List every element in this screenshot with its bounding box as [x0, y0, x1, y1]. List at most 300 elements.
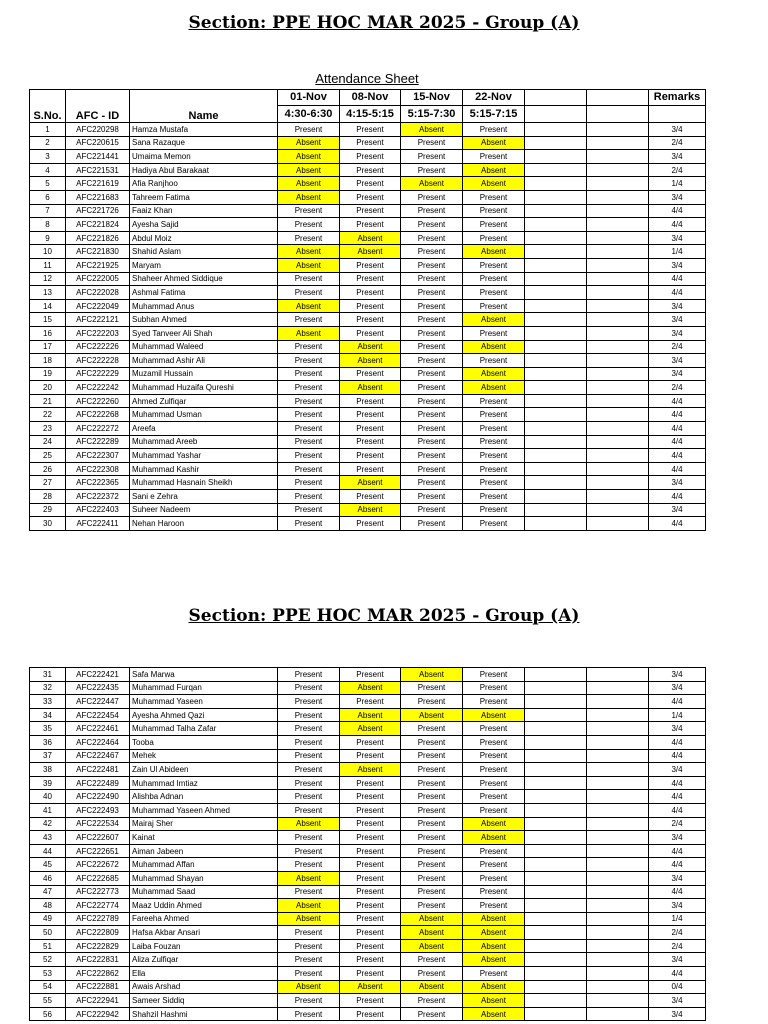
remarks-cell: 3/4	[649, 150, 706, 164]
attendance-cell: Present	[278, 422, 340, 436]
table-row	[30, 844, 706, 858]
empty-cell	[587, 286, 649, 300]
attendance-cell: Present	[340, 899, 401, 913]
sno-cell: 13	[30, 286, 66, 300]
afc-id-cell: AFC220615	[66, 136, 130, 150]
sno-cell: 8	[30, 218, 66, 232]
attendance-cell: Present	[278, 681, 340, 695]
empty-header	[587, 90, 649, 106]
attendance-cell: Present	[278, 695, 340, 709]
attendance-cell: Present	[463, 449, 525, 463]
remarks-cell: 3/4	[649, 503, 706, 517]
sno-cell: 35	[30, 722, 66, 736]
empty-cell	[587, 681, 649, 695]
name-cell: Zain Ul Abideen	[130, 763, 278, 777]
attendance-cell: Present	[278, 272, 340, 286]
empty-cell	[525, 885, 587, 899]
table-row	[30, 681, 706, 695]
remarks-cell: 4/4	[649, 449, 706, 463]
table-row	[30, 462, 706, 476]
name-cell: Muhammad Shayan	[130, 871, 278, 885]
empty-cell	[525, 150, 587, 164]
empty-cell	[525, 503, 587, 517]
sno-cell: 6	[30, 190, 66, 204]
afc-id-cell: AFC221441	[66, 150, 130, 164]
name-cell: Muhammad Usman	[130, 408, 278, 422]
remarks-cell: 3/4	[649, 258, 706, 272]
empty-cell	[525, 994, 587, 1008]
attendance-cell: Present	[278, 844, 340, 858]
attendance-cell: Absent	[463, 177, 525, 191]
remarks-cell: 2/4	[649, 381, 706, 395]
table-row	[30, 735, 706, 749]
attendance-cell: Present	[278, 435, 340, 449]
empty-cell	[587, 871, 649, 885]
remarks-cell: 2/4	[649, 136, 706, 150]
empty-cell	[525, 980, 587, 994]
attendance-cell: Present	[463, 286, 525, 300]
attendance-cell: Absent	[463, 1007, 525, 1021]
sno-cell: 3	[30, 150, 66, 164]
attendance-cell: Present	[463, 858, 525, 872]
empty-cell	[525, 926, 587, 940]
name-cell: Shaheer Ahmed Siddique	[130, 272, 278, 286]
empty-cell	[525, 326, 587, 340]
attendance-cell: Present	[401, 885, 463, 899]
time-header: 5:15-7:30	[401, 106, 463, 123]
table-row	[30, 449, 706, 463]
attendance-cell: Absent	[463, 953, 525, 967]
attendance-cell: Present	[340, 817, 401, 831]
name-cell: Mairaj Sher	[130, 817, 278, 831]
empty-cell	[587, 1007, 649, 1021]
attendance-cell: Present	[463, 422, 525, 436]
attendance-cell: Present	[340, 517, 401, 531]
empty-cell	[525, 340, 587, 354]
afc-id-cell: AFC221925	[66, 258, 130, 272]
empty-cell	[587, 803, 649, 817]
attendance-cell: Present	[340, 313, 401, 327]
remarks-cell: 3/4	[649, 299, 706, 313]
table-row	[30, 776, 706, 790]
attendance-cell: Present	[340, 435, 401, 449]
remarks-cell: 3/4	[649, 354, 706, 368]
empty-cell	[587, 258, 649, 272]
table-row	[30, 790, 706, 804]
afc-id-cell: AFC222773	[66, 885, 130, 899]
empty-cell	[587, 708, 649, 722]
table-row	[30, 817, 706, 831]
attendance-cell: Absent	[463, 708, 525, 722]
empty-cell	[587, 394, 649, 408]
afc-id-cell: AFC222481	[66, 763, 130, 777]
name-cell: Sameer Siddiq	[130, 994, 278, 1008]
attendance-cell: Present	[278, 722, 340, 736]
attendance-cell: Present	[401, 735, 463, 749]
sno-cell: 14	[30, 299, 66, 313]
sno-cell: 47	[30, 885, 66, 899]
empty-cell	[525, 354, 587, 368]
remarks-cell: 3/4	[649, 763, 706, 777]
name-cell: Ahmed Zulfiqar	[130, 394, 278, 408]
table-row	[30, 381, 706, 395]
name-cell: Laiba Fouzan	[130, 939, 278, 953]
empty-cell	[525, 790, 587, 804]
empty-cell	[587, 354, 649, 368]
attendance-cell: Present	[340, 831, 401, 845]
attendance-cell: Absent	[340, 245, 401, 259]
sno-cell: 34	[30, 708, 66, 722]
table-row	[30, 286, 706, 300]
attendance-cell: Present	[401, 299, 463, 313]
table-row	[30, 422, 706, 436]
remarks-cell: 4/4	[649, 272, 706, 286]
attendance-cell: Absent	[401, 912, 463, 926]
attendance-cell: Present	[278, 967, 340, 981]
attendance-cell: Present	[340, 749, 401, 763]
attendance-cell: Absent	[401, 708, 463, 722]
empty-cell	[587, 844, 649, 858]
attendance-cell: Absent	[463, 245, 525, 259]
attendance-cell: Present	[401, 844, 463, 858]
name-cell: Muhammad Ashir Ali	[130, 354, 278, 368]
remarks-cell: 4/4	[649, 204, 706, 218]
attendance-cell: Present	[401, 953, 463, 967]
sno-cell: 18	[30, 354, 66, 368]
attendance-cell: Present	[463, 299, 525, 313]
sno-cell: 21	[30, 394, 66, 408]
empty-cell	[587, 517, 649, 531]
remarks-cell: 3/4	[649, 313, 706, 327]
empty-cell	[587, 435, 649, 449]
attendance-cell: Present	[278, 953, 340, 967]
table-row	[30, 695, 706, 709]
remarks-cell: 1/4	[649, 912, 706, 926]
afc-id-cell: AFC222774	[66, 899, 130, 913]
attendance-cell: Present	[401, 150, 463, 164]
attendance-cell: Absent	[340, 231, 401, 245]
attendance-cell: Absent	[401, 939, 463, 953]
attendance-cell: Present	[463, 490, 525, 504]
remarks-cell: 4/4	[649, 490, 706, 504]
empty-cell	[525, 776, 587, 790]
attendance-cell: Present	[463, 150, 525, 164]
table-row	[30, 953, 706, 967]
attendance-cell: Present	[463, 476, 525, 490]
attendance-cell: Present	[278, 503, 340, 517]
sno-cell: 22	[30, 408, 66, 422]
attendance-cell: Absent	[401, 980, 463, 994]
remarks-cell: 4/4	[649, 735, 706, 749]
afc-id-cell: AFC222461	[66, 722, 130, 736]
table-row	[30, 204, 706, 218]
attendance-cell: Present	[340, 1007, 401, 1021]
afc-id-cell: AFC221683	[66, 190, 130, 204]
table-row	[30, 476, 706, 490]
date-header: 01-Nov	[278, 90, 340, 106]
attendance-cell: Present	[278, 476, 340, 490]
empty-cell	[587, 272, 649, 286]
name-cell: Sani e Zehra	[130, 490, 278, 504]
attendance-cell: Present	[463, 190, 525, 204]
empty-cell	[525, 422, 587, 436]
table-row	[30, 490, 706, 504]
attendance-cell: Present	[401, 517, 463, 531]
empty-cell	[525, 912, 587, 926]
empty-cell	[587, 326, 649, 340]
afc-id-cell: AFC222809	[66, 926, 130, 940]
attendance-cell: Present	[401, 313, 463, 327]
table-row	[30, 899, 706, 913]
empty-cell	[587, 668, 649, 682]
sno-cell: 50	[30, 926, 66, 940]
attendance-cell: Absent	[278, 871, 340, 885]
remarks-cell: 3/4	[649, 231, 706, 245]
afc-id-cell: AFC222203	[66, 326, 130, 340]
empty-cell	[525, 408, 587, 422]
attendance-cell: Absent	[463, 136, 525, 150]
attendance-cell: Present	[340, 735, 401, 749]
attendance-cell: Present	[340, 408, 401, 422]
afc-id-cell: AFC221826	[66, 231, 130, 245]
empty-cell	[525, 803, 587, 817]
name-cell: Muhammad Anus	[130, 299, 278, 313]
remarks-cell: 4/4	[649, 462, 706, 476]
attendance-cell: Present	[401, 258, 463, 272]
name-cell: Muhammad Areeb	[130, 435, 278, 449]
name-cell: Nehan Haroon	[130, 517, 278, 531]
empty-cell	[525, 136, 587, 150]
attendance-cell: Present	[401, 994, 463, 1008]
attendance-cell: Present	[278, 668, 340, 682]
afc-id-cell: AFC222493	[66, 803, 130, 817]
empty-cell	[525, 1007, 587, 1021]
attendance-cell: Present	[278, 381, 340, 395]
remarks-cell: 1/4	[649, 177, 706, 191]
attendance-cell: Present	[401, 803, 463, 817]
afc-id-cell: AFC221531	[66, 163, 130, 177]
table-row	[30, 435, 706, 449]
attendance-rows-2	[30, 668, 706, 1021]
attendance-cell: Absent	[463, 939, 525, 953]
attendance-cell: Present	[340, 299, 401, 313]
name-cell: Maaz Uddin Ahmed	[130, 899, 278, 913]
remarks-cell: 4/4	[649, 435, 706, 449]
name-cell: Ayesha Sajid	[130, 218, 278, 232]
attendance-cell: Present	[463, 763, 525, 777]
empty-cell	[587, 163, 649, 177]
afc-id-cell: AFC221830	[66, 245, 130, 259]
empty-cell	[587, 735, 649, 749]
name-cell: Tooba	[130, 735, 278, 749]
attendance-cell: Present	[401, 449, 463, 463]
afc-id-cell: AFC222308	[66, 462, 130, 476]
attendance-cell: Present	[401, 286, 463, 300]
attendance-cell: Present	[463, 722, 525, 736]
remarks-cell: 1/4	[649, 708, 706, 722]
remarks-cell: 4/4	[649, 776, 706, 790]
attendance-cell: Absent	[278, 177, 340, 191]
attendance-cell: Absent	[463, 163, 525, 177]
section-title-2: Section: PPE HOC MAR 2025 - Group (A)	[188, 606, 580, 626]
name-cell: Ayesha Ahmed Qazi	[130, 708, 278, 722]
table-row	[30, 136, 706, 150]
empty-header	[587, 106, 649, 123]
attendance-cell: Present	[401, 381, 463, 395]
empty-cell	[587, 926, 649, 940]
afc-id-cell: AFC222881	[66, 980, 130, 994]
attendance-rows	[30, 123, 706, 531]
sno-cell: 45	[30, 858, 66, 872]
attendance-cell: Present	[401, 408, 463, 422]
attendance-cell: Present	[463, 435, 525, 449]
attendance-cell: Present	[278, 123, 340, 137]
afc-id-cell: AFC221824	[66, 218, 130, 232]
remarks-cell: 4/4	[649, 967, 706, 981]
remarks-cell: 2/4	[649, 926, 706, 940]
attendance-cell: Present	[340, 912, 401, 926]
attendance-cell: Absent	[340, 381, 401, 395]
attendance-cell: Present	[463, 218, 525, 232]
name-cell: Muhammad Yaseen Ahmed	[130, 803, 278, 817]
date-header: 08-Nov	[340, 90, 401, 106]
sno-cell: 41	[30, 803, 66, 817]
attendance-cell: Absent	[278, 150, 340, 164]
attendance-cell: Present	[278, 408, 340, 422]
attendance-cell: Present	[401, 218, 463, 232]
sno-cell: 2	[30, 136, 66, 150]
afc-id-cell: AFC222435	[66, 681, 130, 695]
remarks-cell: 3/4	[649, 1007, 706, 1021]
empty-cell	[525, 490, 587, 504]
sno-cell: 15	[30, 313, 66, 327]
afc-id-cell: AFC222421	[66, 668, 130, 682]
date-header: 22-Nov	[463, 90, 525, 106]
afc-id-cell: AFC222272	[66, 422, 130, 436]
attendance-cell: Present	[278, 449, 340, 463]
empty-cell	[525, 177, 587, 191]
attendance-cell: Present	[401, 1007, 463, 1021]
attendance-cell: Present	[278, 394, 340, 408]
name-cell: Mehek	[130, 749, 278, 763]
table-row	[30, 994, 706, 1008]
attendance-table-2	[29, 667, 706, 1021]
empty-cell	[587, 490, 649, 504]
attendance-cell: Present	[278, 354, 340, 368]
attendance-cell: Present	[463, 871, 525, 885]
name-cell: Subhan Ahmed	[130, 313, 278, 327]
attendance-cell: Absent	[278, 163, 340, 177]
attendance-cell: Present	[463, 272, 525, 286]
empty-cell	[587, 980, 649, 994]
sno-cell: 23	[30, 422, 66, 436]
afc-id-cell: AFC221619	[66, 177, 130, 191]
attendance-cell: Present	[340, 967, 401, 981]
sno-cell: 42	[30, 817, 66, 831]
remarks-cell: 4/4	[649, 803, 706, 817]
name-cell: Muzamil Hussain	[130, 367, 278, 381]
attendance-cell: Absent	[401, 177, 463, 191]
attendance-cell: Present	[340, 490, 401, 504]
attendance-cell: Present	[401, 354, 463, 368]
attendance-cell: Present	[278, 831, 340, 845]
empty-cell	[525, 381, 587, 395]
attendance-table	[29, 89, 706, 531]
remarks-cell: 2/4	[649, 340, 706, 354]
sno-cell: 9	[30, 231, 66, 245]
table-row	[30, 326, 706, 340]
name-cell: Tahreem Fatima	[130, 190, 278, 204]
empty-cell	[525, 844, 587, 858]
sno-cell: 36	[30, 735, 66, 749]
empty-cell	[587, 817, 649, 831]
attendance-cell: Absent	[278, 258, 340, 272]
attendance-cell: Present	[401, 462, 463, 476]
afc-id-cell: AFC222049	[66, 299, 130, 313]
remarks-cell: 3/4	[649, 831, 706, 845]
remarks-cell: 3/4	[649, 899, 706, 913]
table-row	[30, 503, 706, 517]
empty-cell	[587, 858, 649, 872]
empty-cell	[525, 668, 587, 682]
attendance-cell: Absent	[278, 912, 340, 926]
empty-cell	[525, 258, 587, 272]
attendance-cell: Present	[340, 422, 401, 436]
afc-id-cell: AFC222365	[66, 476, 130, 490]
afc-id-cell: AFC222941	[66, 994, 130, 1008]
attendance-cell: Present	[401, 136, 463, 150]
sno-cell: 44	[30, 844, 66, 858]
attendance-cell: Present	[401, 817, 463, 831]
empty-cell	[587, 340, 649, 354]
table-row	[30, 763, 706, 777]
table-row	[30, 967, 706, 981]
remarks-cell: 4/4	[649, 844, 706, 858]
empty-cell	[525, 299, 587, 313]
empty-cell	[587, 177, 649, 191]
name-cell: Abdul Moiz	[130, 231, 278, 245]
name-cell: Muhammad Furqan	[130, 681, 278, 695]
attendance-cell: Present	[463, 790, 525, 804]
remarks-cell: 2/4	[649, 939, 706, 953]
table-row	[30, 163, 706, 177]
table-row	[30, 177, 706, 191]
empty-cell	[525, 462, 587, 476]
attendance-cell: Present	[340, 218, 401, 232]
attendance-cell: Present	[463, 885, 525, 899]
remarks-cell: 3/4	[649, 994, 706, 1008]
sno-cell: 53	[30, 967, 66, 981]
afc-id-cell: AFC222454	[66, 708, 130, 722]
attendance-cell: Present	[340, 790, 401, 804]
sno-cell: 24	[30, 435, 66, 449]
sno-cell: 1	[30, 123, 66, 137]
sno-cell: 38	[30, 763, 66, 777]
attendance-cell: Present	[401, 858, 463, 872]
name-cell: Maryam	[130, 258, 278, 272]
sno-cell: 25	[30, 449, 66, 463]
empty-cell	[587, 503, 649, 517]
empty-cell	[525, 190, 587, 204]
attendance-cell: Absent	[278, 136, 340, 150]
attendance-cell: Present	[340, 803, 401, 817]
remarks-cell: 4/4	[649, 517, 706, 531]
sno-cell: 37	[30, 749, 66, 763]
table-row	[30, 313, 706, 327]
sno-cell: 11	[30, 258, 66, 272]
sno-cell: 5	[30, 177, 66, 191]
attendance-cell: Present	[463, 735, 525, 749]
